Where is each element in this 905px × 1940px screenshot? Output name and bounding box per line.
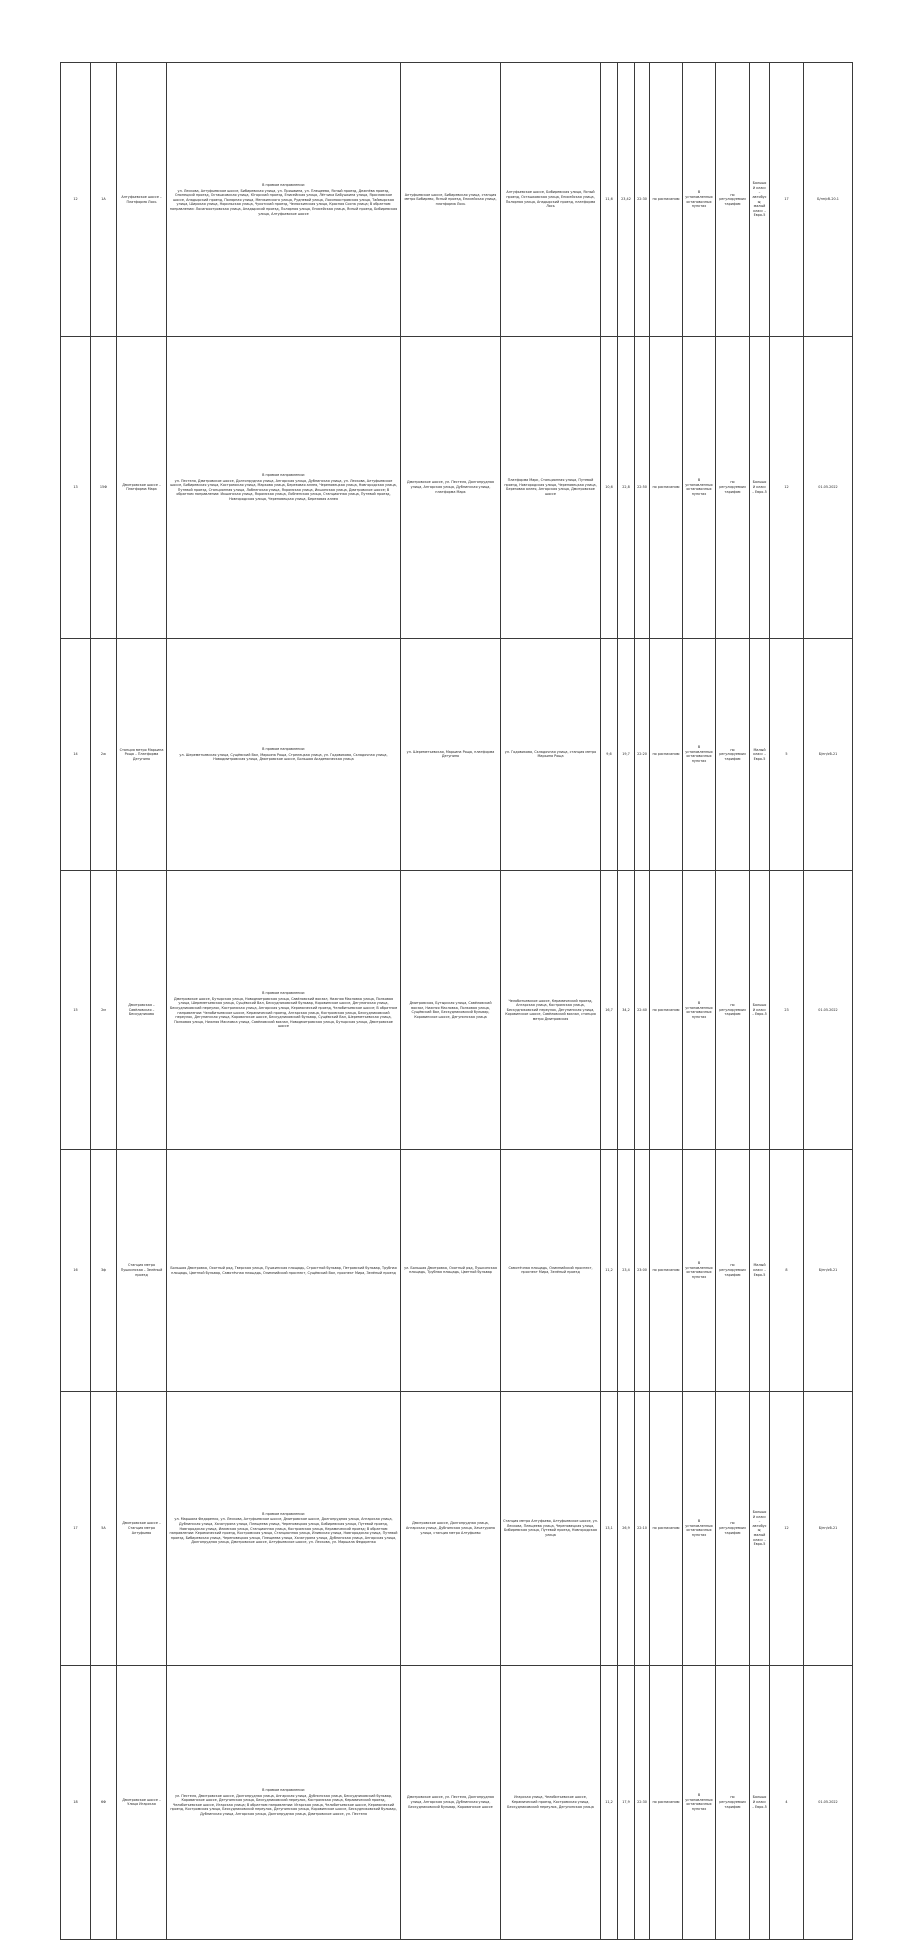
- operation-mode: по расписанию: [650, 1149, 683, 1391]
- end-time: 22:30: [635, 63, 650, 337]
- vehicle-count: 5: [770, 638, 804, 871]
- route-registry-table: [60, 62, 853, 1940]
- table-row: [61, 63, 853, 337]
- tariff-type: по регулируемым тарифам: [716, 871, 750, 1150]
- route-length: 9,6: [601, 638, 618, 871]
- start-date: 01.05.2022: [804, 1665, 853, 1939]
- row-number: 12: [61, 63, 91, 337]
- end-time: 22:10: [635, 1391, 650, 1665]
- vehicle-class: Малый класс – Евро-5: [750, 638, 770, 871]
- vehicle-class: Большой класс – Евро-5: [750, 871, 770, 1150]
- route-streets: ул. Лескова, Алтуфьевское шоссе, Бибиревская улица, ул. Пришвина, ул. Плещеева, Ясный проезд, Дежнёва проезд, Олонецкий проезд, Осташковская улица, Югорский проезд, Енисейская улица, Лётчика Бабушкина улица, Ярославское шоссе, Анадырский проезд, Полярная улица, Менжинского улица, Рудневой улица, Лосиноостровская улица, Таймырская улица, Широкая улица, Норильская улица, Чукотский проезд, Челюскинская улица, Красная Сосна улица; В обратном направлении: Лосиноостровская улица, Анадырский проезд, Полярная улица, Енисейская улица, Ясный проезд, Бибиревская улица, Алтуфьевское шоссе: [169, 188, 398, 216]
- operation-mode: по расписанию: [650, 1391, 683, 1665]
- row-number: 18: [61, 1665, 91, 1939]
- vehicle-class: Большой класс – Евро-5: [750, 337, 770, 639]
- stops-backward: Челобитьевское шоссе, Керамический проезд, Ангарская улица, Костромская улица, Бескудниковский переулок, Дегунинская улица, Коровинское шоссе, Савёловский вокзал, станция метро Дмитровская: [501, 871, 601, 1150]
- row-number: 15: [61, 871, 91, 1150]
- route-direction-heading: В прямом направлении:: [262, 182, 305, 187]
- row-number: 16: [61, 1149, 91, 1391]
- operation-mode: по расписанию: [650, 337, 683, 639]
- stops-forward: Алтуфьевское шоссе, Бибиревская улица, станция метро Бибирево, Ясный проезд, Енисейская улица, платформа Лось: [401, 63, 501, 337]
- table-row: [61, 1391, 853, 1665]
- route-name: Дмитровское шоссе – Станция метро Алтуфьево: [117, 1391, 167, 1665]
- route-streets: ул. Пестеля, Дмитровское шоссе, Долгопрудная улица, Ангарская улица, Дубнинская улица, ул. Лескова, Алтуфьевское шоссе, Бибиревская улица, Костромская улица, Маркова улица, Березовая аллея, Череповецкая улица, Новгородская улица, Путевой проезд, Станционная улица, Лобненская улица, Яхромская улица, Икшинская улица, Дмитровское шоссе; В обратном направлении: Икшинская улица, Яхромская улица, Лобненская улица, Станционная улица, Путевой проезд, Новгородская улица, Череповецкая улица, Березовая аллея: [170, 478, 397, 502]
- route-direction-heading: В прямом направлении:: [262, 1511, 305, 1516]
- vehicle-class: Малый класс – Евро-5: [750, 1149, 770, 1391]
- end-time: 23:00: [635, 1149, 650, 1391]
- route-length-total: 19,7: [618, 638, 635, 871]
- route-length: 11,2: [601, 1665, 618, 1939]
- route-path: [167, 337, 401, 639]
- route-name: Дмитровское шоссе – Улица Игарская: [117, 1665, 167, 1939]
- route-name: Станция метро Марьина Роща – Платформа Дегунино: [117, 638, 167, 871]
- table-row: [61, 871, 853, 1150]
- route-path: [167, 1665, 401, 1939]
- stops-forward: ул. Большая Дмитровка, Охотный ряд, Пушкинская площадь, Трубная площадь, Цветной бульвар: [401, 1149, 501, 1391]
- stops-forward: ул. Шереметьевская, Марьина Роща, платформа Дегунино: [401, 638, 501, 871]
- landing-order: В установленных остановочных пунктах: [683, 337, 716, 639]
- start-date: Б/пн/сб-21: [804, 638, 853, 871]
- route-code: 3ф: [91, 1149, 117, 1391]
- route-name: Станция метро Пушкинская – Зелёный проезд: [117, 1149, 167, 1391]
- vehicle-class: Большой класс – автобусы; малый класс – Евро-5: [750, 63, 770, 337]
- route-code: 1А: [91, 63, 117, 337]
- stops-backward: Платформа Марк, Станционная улица, Путевой проезд, Новгородская улица, Череповецкая улица, Березовая аллея, Ангарская улица, Дмитровское шоссе: [501, 337, 601, 639]
- route-code: 2ж: [91, 638, 117, 871]
- start-date: 01.05.2022: [804, 871, 853, 1150]
- vehicle-class: Большой класс – Евро-5: [750, 1665, 770, 1939]
- operation-mode: по расписанию: [650, 63, 683, 337]
- route-streets: Большая Дмитровка, Охотный ряд, Тверская улица, Пушкинская площадь, Страстной бульвар, Петровский бульвар, Трубная площадь, Цветной бульвар, Самотёчная площадь, Олимпийский проспект, Сущёвский Вал, проспект Мира, Зелёный проезд: [170, 1266, 397, 1275]
- vehicle-count: 12: [770, 337, 804, 639]
- route-length: 11,6: [601, 63, 618, 337]
- landing-order: В установленных остановочных пунктах: [683, 63, 716, 337]
- route-path: [167, 1149, 401, 1391]
- route-length-total: 22,8: [618, 337, 635, 639]
- route-direction-heading: В прямом направлении:: [262, 1788, 305, 1793]
- stops-backward: Алтуфьевское шоссе, Бибиревская улица, Ясный проезд, Осташковская улица, Енисейская улица, Полярная улица, Анадырский проезд, платформа Лось: [501, 63, 601, 337]
- route-code: 2м: [91, 871, 117, 1150]
- stops-backward: Станция метро Алтуфьево, Алтуфьевское шоссе, ул. Лескова, Плещеева улица, Череповецкая улица, Бибиревская улица, Путевой проезд, Новгородская улица: [501, 1391, 601, 1665]
- route-path: [167, 871, 401, 1150]
- stops-backward: Игарская улица, Челобитьевское шоссе, Керамический проезд, Костромская улица, Бескудниковский переулок, Дегунинская улица: [501, 1665, 601, 1939]
- tariff-type: по регулируемым тарифам: [716, 337, 750, 639]
- row-number: 13: [61, 337, 91, 639]
- vehicle-count: 17: [770, 63, 804, 337]
- route-length: 10,6: [601, 337, 618, 639]
- route-path: [167, 638, 401, 871]
- vehicle-count: 12: [770, 1391, 804, 1665]
- route-direction-heading: В прямом направлении:: [262, 747, 305, 752]
- start-date: Б/пн/сб-20.1: [804, 63, 853, 337]
- route-length: 13,1: [601, 1391, 618, 1665]
- route-length-total: 23,42: [618, 63, 635, 337]
- route-streets: ул. Пестеля, Дмитровское шоссе, Долгопрудная улица, Ангарская улица, Дубнинская улица, Бескудниковский бульвар, Коровинское шоссе, Дегунинская улица, Бескудниковский переулок, Костромская улица, Керамический проезд, Челобитьевское шоссе, Игарская улица; В обратном направлении: Игарская улица, Челобитьевское шоссе, Керамический проезд, Костромская улица, Бескудниковский переулок, Дегунинская улица, Коровинское шоссе, Бескудниковский бульвар, Дубнинская улица, Ангарская улица, Долгопрудная улица, Дмитровское шоссе, ул. Пестеля: [170, 1793, 397, 1817]
- route-code: 6Ф: [91, 1665, 117, 1939]
- tariff-type: по регулируемым тарифам: [716, 63, 750, 337]
- tariff-type: по регулируемым тарифам: [716, 638, 750, 871]
- end-time: 22:30: [635, 1665, 650, 1939]
- route-length-total: 23,4: [618, 1149, 635, 1391]
- end-time: 22:50: [635, 337, 650, 639]
- route-name: Дмитровская – Савёловская – Бескудниково: [117, 871, 167, 1150]
- route-length: 16,7: [601, 871, 618, 1150]
- tariff-type: по регулируемым тарифам: [716, 1391, 750, 1665]
- route-direction-heading: В прямом направлении:: [262, 473, 305, 478]
- route-name: Дмитровское шоссе – Платформа Марк: [117, 337, 167, 639]
- table-row: [61, 638, 853, 871]
- vehicle-class: Большой класс – автобусы; малый класс – Евро-5: [750, 1391, 770, 1665]
- route-path: [167, 1391, 401, 1665]
- route-length: 11,2: [601, 1149, 618, 1391]
- route-streets: ул. Шереметьевская улица, Сущёвский Вал, Марьина Роща, Стрелецкая улица, ул. Годовикова, Складочная улица, Новодмитровская улица, Дмитровское шоссе, Большая Академическая улица: [179, 752, 388, 762]
- landing-order: В установленных остановочных пунктах: [683, 1149, 716, 1391]
- route-length-total: 17,9: [618, 1665, 635, 1939]
- route-length-total: 26,9: [618, 1391, 635, 1665]
- route-length-total: 34,2: [618, 871, 635, 1150]
- route-path: [167, 63, 401, 337]
- start-date: 01.05.2022: [804, 337, 853, 639]
- stops-backward: Самотёчная площадь, Олимпийский проспект, проспект Мира, Зелёный проезд: [501, 1149, 601, 1391]
- route-direction-heading: В прямом направлении:: [262, 991, 305, 996]
- start-date: Б/пн/сб-21: [804, 1391, 853, 1665]
- stops-forward: Дмитровское шоссе, ул. Пестеля, Долгопрудная улица, Ангарская улица, Дубнинская улица, Бескудниковский бульвар, Коровинское шоссе: [401, 1665, 501, 1939]
- end-time: 22:40: [635, 871, 650, 1150]
- landing-order: В установленных остановочных пунктах: [683, 638, 716, 871]
- landing-order: В установленных остановочных пунктах: [683, 871, 716, 1150]
- route-code: 15Ф: [91, 337, 117, 639]
- route-code: 5А: [91, 1391, 117, 1665]
- table-row: [61, 1149, 853, 1391]
- table-row: [61, 337, 853, 639]
- operation-mode: по расписанию: [650, 638, 683, 871]
- row-number: 14: [61, 638, 91, 871]
- tariff-type: по регулируемым тарифам: [716, 1665, 750, 1939]
- route-streets: Дмитровское шоссе, Бутырская улица, Новодмитровская улица, Савёловский вокзал, Нижняя Масловка улица, Полковая улица, Шереметьевская улица, Сущёвский Вал, Бескудниковский бульвар, Коровинское шоссе, Дегунинская улица, Бескудниковский переулок, Костромская улица, Ангарская улица, Керамический проезд, Челобитьевское шоссе; В обратном направлении: Челобитьевское шоссе, Керамический проезд, Ангарская улица, Костромская улица, Бескудниковский переулок, Дегунинская улица, Коровинское шоссе, Бескудниковский бульвар, Сущёвский Вал, Шереметьевская улица, Полковая улица, Нижняя Масловка улица, Савёловский вокзал, Новодмитровская улица, Бутырская улица, Дмитровское шоссе: [169, 996, 398, 1029]
- vehicle-count: 23: [770, 871, 804, 1150]
- landing-order: В установленных остановочных пунктах: [683, 1391, 716, 1665]
- route-streets: ул. Маршала Федоренко, ул. Лескова, Алтуфьевское шоссе, Дмитровское шоссе, Долгопрудная улица, Ангарская улица, Дубнинская улица, Хачатуряна улица, Плещеева улица, Череповецкая улица, Бибиревская улица, Путевой проезд, Новгородская улица, Илимская улица, Станционная улица, Костромская улица, Керамический проезд; В обратном направлении: Керамический проезд, Костромская улица, Станционная улица, Илимская улица, Новгородская улица, Путевой проезд, Бибиревская улица, Череповецкая улица, Плещеева улица, Хачатуряна улица, Дубнинская улица, Ангарская улица, Долгопрудная улица, Дмитровское шоссе, Алтуфьевское шоссе, ул. Лескова, ул. Маршала Федоренко: [169, 1517, 398, 1545]
- landing-order: В установленных остановочных пунктах: [683, 1665, 716, 1939]
- stops-forward: Дмитровская, Бутырская улица, Савёловский вокзал, Нижняя Масловка, Полковая улица, Сущёвский Вал, Бескудниковский бульвар, Коровинское шоссе, Дегунинская улица: [401, 871, 501, 1150]
- vehicle-count: 4: [770, 1665, 804, 1939]
- stops-forward: Дмитровское шоссе, Долгопрудная улица, Ангарская улица, Дубнинская улица, Хачатуряна улица, станция метро Алтуфьево: [401, 1391, 501, 1665]
- end-time: 22:20: [635, 638, 650, 871]
- stops-backward: ул. Годовикова, Складочная улица, станция метро Марьина Роща: [501, 638, 601, 871]
- operation-mode: по расписанию: [650, 871, 683, 1150]
- table-row: [61, 1665, 853, 1939]
- stops-forward: Дмитровское шоссе, ул. Пестеля, Долгопрудная улица, Ангарская улица, Дубнинская улица, платформа Марк: [401, 337, 501, 639]
- route-name: Алтуфьевское шоссе – Платформа Лось: [117, 63, 167, 337]
- start-date: Б/пн/сб-21: [804, 1149, 853, 1391]
- vehicle-count: 8: [770, 1149, 804, 1391]
- row-number: 17: [61, 1391, 91, 1665]
- tariff-type: по регулируемым тарифам: [716, 1149, 750, 1391]
- operation-mode: по расписанию: [650, 1665, 683, 1939]
